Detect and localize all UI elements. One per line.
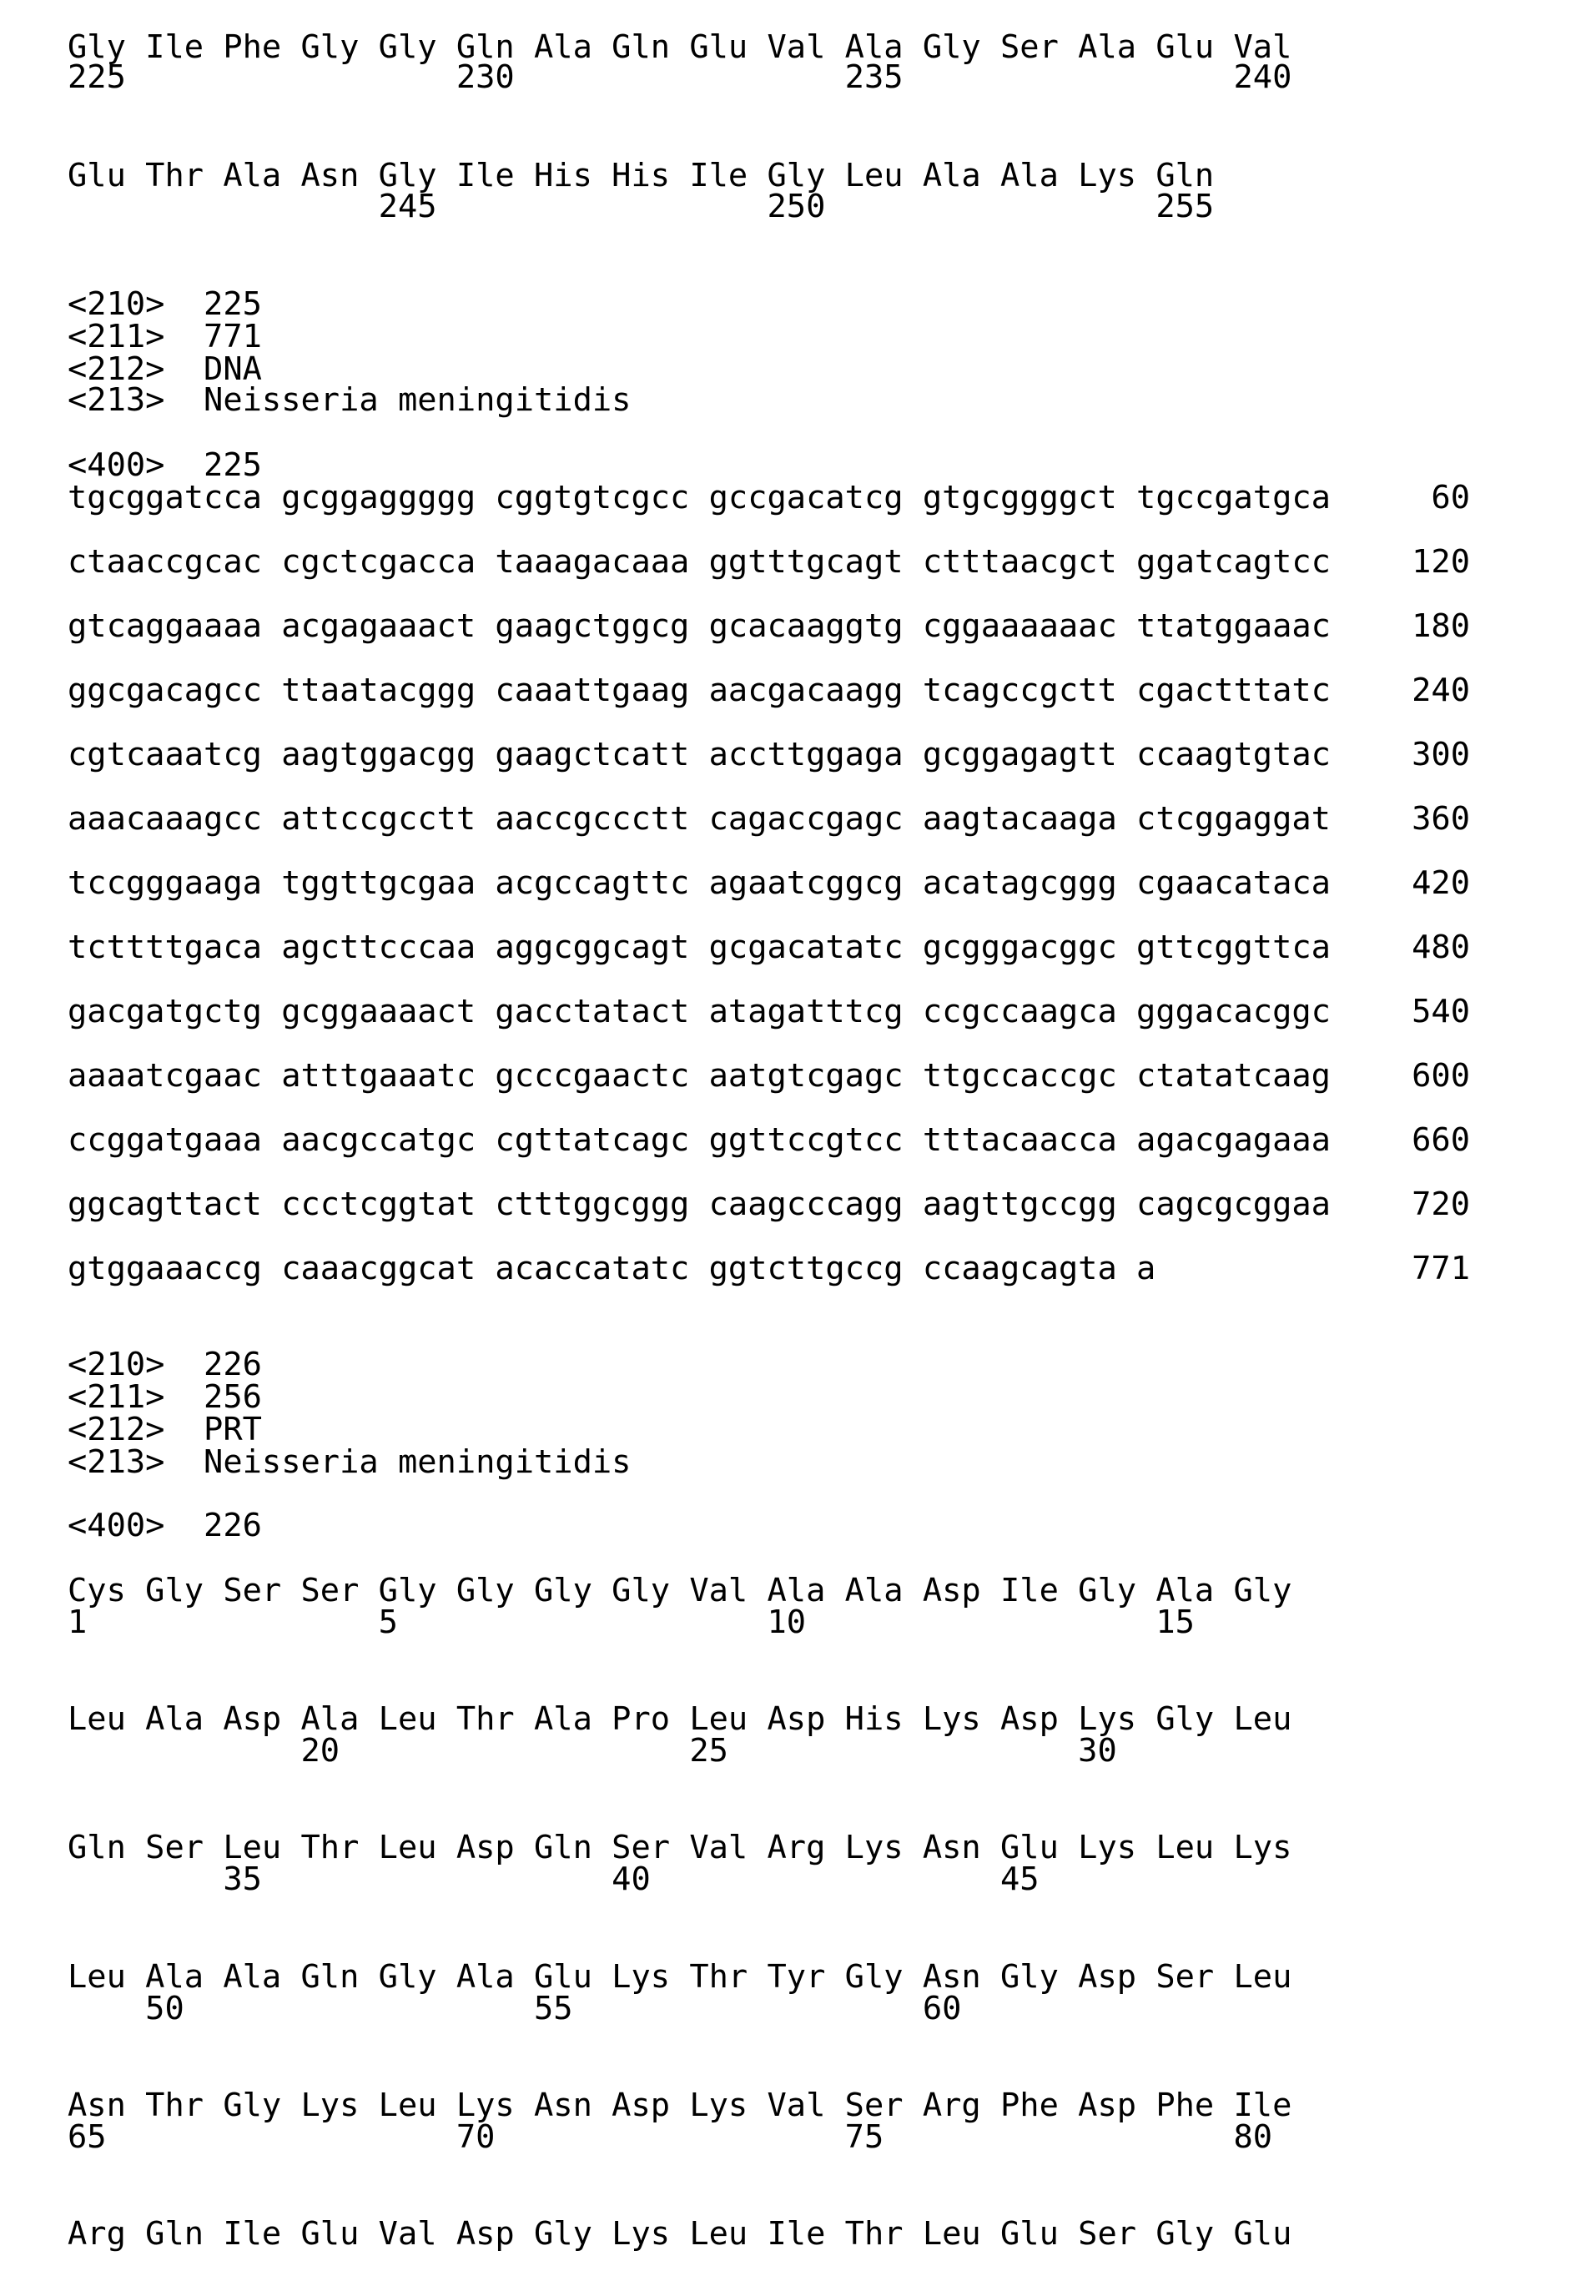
residue-row: Cys Gly Ser Ser Gly Gly Gly Gly Val Ala Ala Asp Ile Gly Ala Gly bbox=[68, 1574, 1291, 1608]
sequence-header-field: <211> 771 bbox=[68, 320, 262, 354]
dna-sequence-row: tgcggatcca gcggaggggg cggtgtcgcc gccgacatcg gtgcggggct tgccgatgca bbox=[68, 481, 1331, 515]
residue-row: Arg Gln Ile Glu Val Asp Gly Lys Leu Ile Thr Leu Glu Ser Gly Glu bbox=[68, 2218, 1291, 2251]
sequence-header-field: <210> 226 bbox=[68, 1348, 262, 1382]
dna-position-number: 540 bbox=[0, 995, 1470, 1029]
dna-sequence-row: ggcagttact ccctcggtat ctttggcggg caagcccagg aagttgccgg cagcgcggaa bbox=[68, 1188, 1331, 1221]
dna-sequence-row: tcttttgaca agcttcccaa aggcggcagt gcgacatatc gcgggacggc gttcggttca bbox=[68, 931, 1331, 964]
dna-position-number: 660 bbox=[0, 1124, 1470, 1157]
residue-row: Gly Ile Phe Gly Gly Gln Ala Gln Glu Val Ala Gly Ser Ala Glu Val bbox=[68, 31, 1291, 64]
dna-position-number: 120 bbox=[0, 546, 1470, 579]
sequence-header-field: <213> Neisseria meningitidis bbox=[68, 1446, 631, 1479]
sequence-label: <400> 226 bbox=[68, 1509, 262, 1543]
sequence-label: <400> 225 bbox=[68, 449, 262, 482]
residue-numbers: 35 40 45 bbox=[68, 1863, 1040, 1896]
dna-position-number: 720 bbox=[0, 1188, 1470, 1221]
residue-numbers: 20 25 30 bbox=[68, 1735, 1117, 1768]
dna-position-number: 420 bbox=[0, 867, 1470, 900]
dna-position-number: 600 bbox=[0, 1060, 1470, 1093]
dna-position-number: 60 bbox=[0, 481, 1470, 515]
dna-sequence-row: gtcaggaaaa acgagaaact gaagctggcg gcacaaggtg cggaaaaaac ttatggaaac bbox=[68, 610, 1331, 643]
dna-sequence-row: aaacaaagcc attccgcctt aaccgccctt cagaccgagc aagtacaaga ctcggaggat bbox=[68, 803, 1331, 836]
residue-row: Leu Ala Asp Ala Leu Thr Ala Pro Leu Asp His Lys Asp Lys Gly Leu bbox=[68, 1703, 1291, 1736]
residue-numbers: 65 70 75 80 bbox=[68, 2121, 1272, 2154]
dna-sequence-row: ccggatgaaa aacgccatgc cgttatcagc ggttccgtcc tttacaacca agacgagaaa bbox=[68, 1124, 1331, 1157]
dna-sequence-row: aaaatcgaac atttgaaatc gcccgaactc aatgtcgagc ttgccaccgc ctatatcaag bbox=[68, 1060, 1331, 1093]
residue-row: Gln Ser Leu Thr Leu Asp Gln Ser Val Arg Lys Asn Glu Lys Leu Lys bbox=[68, 1831, 1291, 1865]
dna-position-number: 771 bbox=[0, 1252, 1470, 1286]
sequence-header-field: <211> 256 bbox=[68, 1381, 262, 1414]
dna-position-number: 360 bbox=[0, 803, 1470, 836]
residue-numbers: 1 5 10 15 bbox=[68, 1606, 1195, 1639]
dna-sequence-row: gacgatgctg gcggaaaact gacctatact atagatttcg ccgccaagca gggacacggc bbox=[68, 995, 1331, 1029]
residue-row: Leu Ala Ala Gln Gly Ala Glu Lys Thr Tyr Gly Asn Gly Asp Ser Leu bbox=[68, 1961, 1291, 1994]
dna-sequence-row: ggcgacagcc ttaatacggg caaattgaag aacgacaagg tcagccgctt cgactttatc bbox=[68, 674, 1331, 707]
sequence-header-field: <212> DNA bbox=[68, 353, 262, 386]
residue-row: Glu Thr Ala Asn Gly Ile His His Ile Gly Leu Ala Ala Lys Gln bbox=[68, 159, 1214, 193]
sequence-header-field: <212> PRT bbox=[68, 1413, 262, 1447]
residue-numbers: 245 250 255 bbox=[68, 190, 1214, 224]
sequence-header-field: <210> 225 bbox=[68, 288, 262, 321]
residue-numbers: 225 230 235 240 bbox=[68, 61, 1291, 94]
dna-position-number: 300 bbox=[0, 738, 1470, 772]
dna-sequence-row: cgtcaaatcg aagtggacgg gaagctcatt accttggaga gcggagagtt ccaagtgtac bbox=[68, 738, 1331, 772]
dna-position-number: 480 bbox=[0, 931, 1470, 964]
dna-position-number: 180 bbox=[0, 610, 1470, 643]
dna-sequence-row: ctaaccgcac cgctcgacca taaagacaaa ggtttgcagt ctttaacgct ggatcagtcc bbox=[68, 546, 1331, 579]
dna-sequence-row: gtggaaaccg caaacggcat acaccatatc ggtcttgccg ccaagcagta a bbox=[68, 1252, 1155, 1286]
dna-position-number: 240 bbox=[0, 674, 1470, 707]
dna-sequence-row: tccgggaaga tggttgcgaa acgccagttc agaatcggcg acatagcggg cgaacataca bbox=[68, 867, 1331, 900]
residue-row: Asn Thr Gly Lys Leu Lys Asn Asp Lys Val Ser Arg Phe Asp Phe Ile bbox=[68, 2089, 1291, 2122]
sequence-header-field: <213> Neisseria meningitidis bbox=[68, 384, 631, 417]
residue-numbers: 50 55 60 bbox=[68, 1992, 961, 2026]
